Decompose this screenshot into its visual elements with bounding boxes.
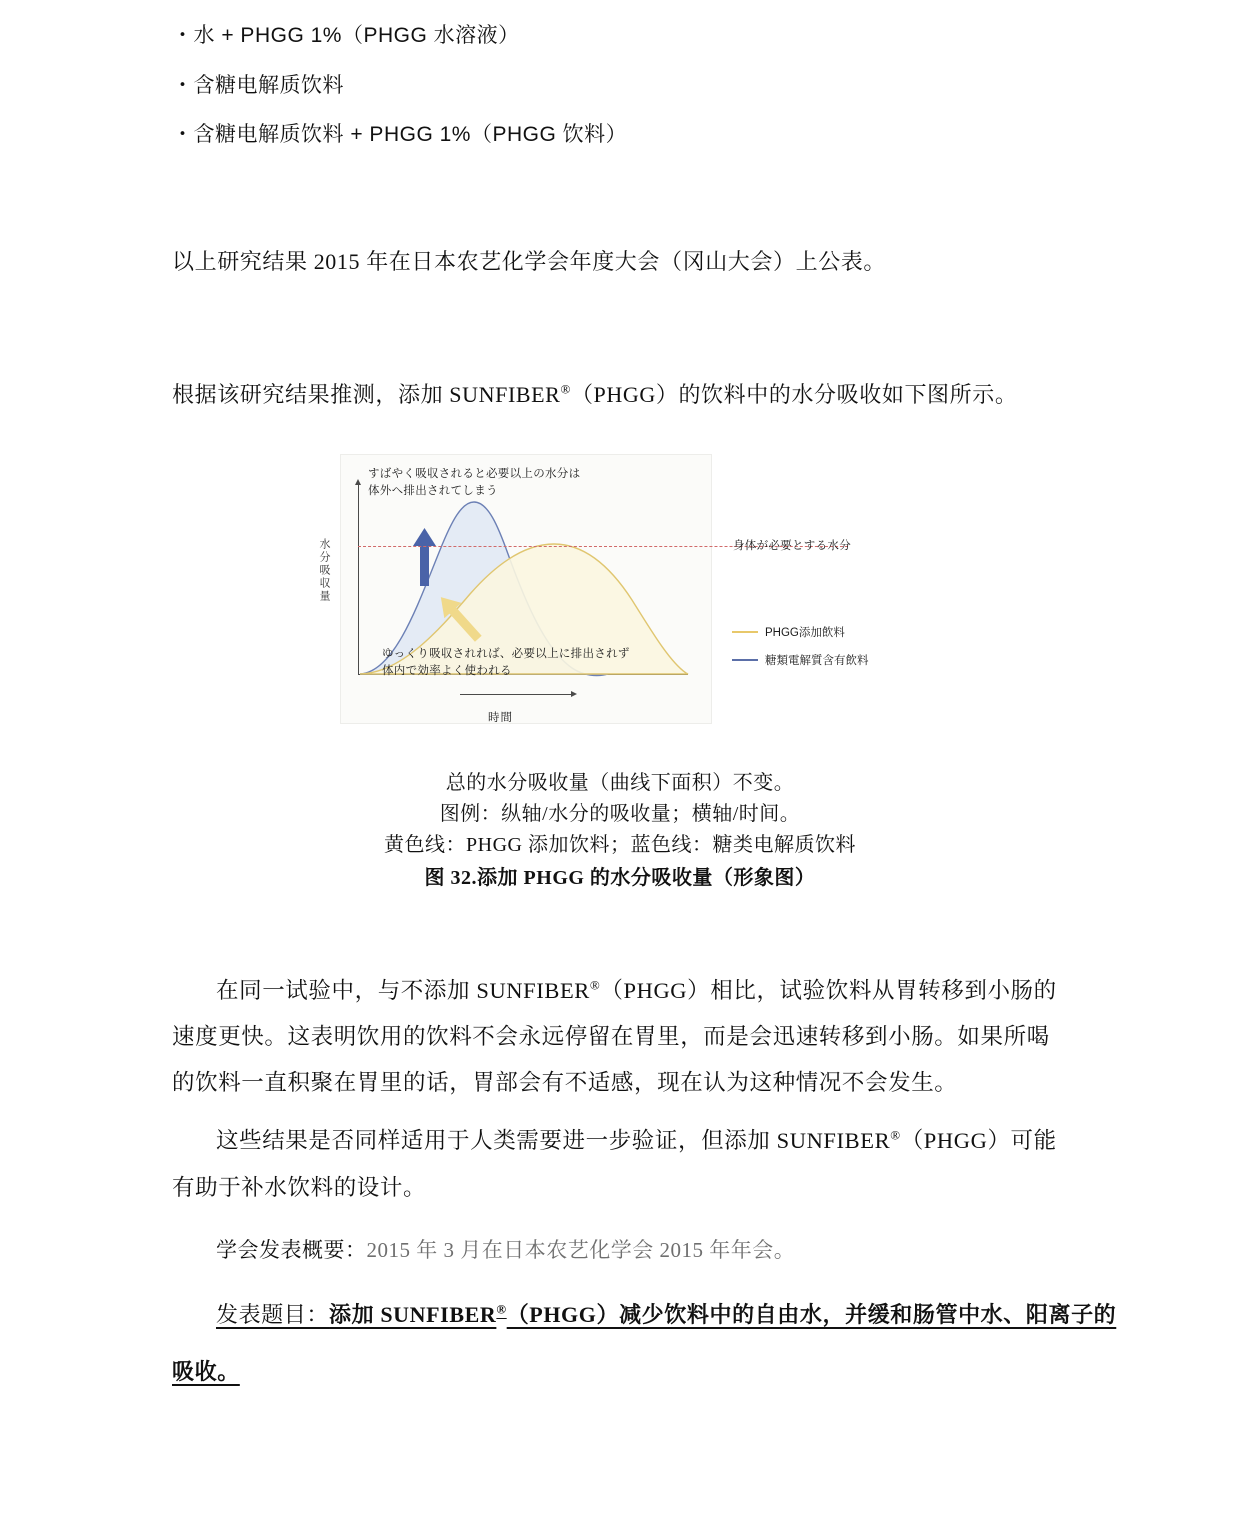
- presentation-title-tail: 吸收。: [172, 1358, 240, 1384]
- body-p2-prefix: 这些结果是否同样适用于人类需要进一步验证，但添加 SUNFIBER: [216, 1128, 891, 1154]
- chart-note-bottom-line1: ゆっくり吸収されれば、必要以上に排出されず: [382, 648, 630, 661]
- inference-text-prefix: 根据该研究结果推测，添加 SUNFIBER: [172, 382, 561, 408]
- figure-caption: [0, 768, 1240, 894]
- conference-summary-text: 2015 年 3 月在日本农艺化学会 2015 年年会。: [366, 1237, 796, 1262]
- inference-text-suffix: （PHGG）的饮料中的水分吸收如下图所示。: [570, 382, 1018, 408]
- registered-mark-icon: ®: [890, 1127, 901, 1143]
- body-paragraph-2: [172, 1118, 1068, 1210]
- body-text-block: [0, 968, 1240, 1386]
- caption-line-2: 图例：纵轴/水分的吸收量；横轴/时间。: [439, 803, 801, 826]
- publication-paragraph: 以上研究结果 2015 年在日本农艺化学会年度大会（冈山大会）上公表。: [172, 248, 887, 274]
- legend-label: PHGG添加飲料: [765, 627, 845, 640]
- chart-note-top-line1: すばやく吸収されると必要以上の水分は: [368, 468, 581, 481]
- figure-container: [0, 454, 1240, 754]
- registered-mark-icon: ®: [560, 381, 571, 397]
- chart-x-arrow-icon: [460, 694, 572, 695]
- chart-note-top-line2: 体外へ排出されてしまう: [368, 485, 498, 498]
- chart-note-bottom-line2: 体内で効率よく使われる: [382, 665, 512, 678]
- presentation-title-paragraph: [172, 1293, 1120, 1337]
- inference-paragraph: [172, 374, 1240, 416]
- bullet-item: ・含糖电解质饮料: [172, 73, 344, 97]
- conference-summary-paragraph: [172, 1229, 1068, 1271]
- bullet-item: ・含糖电解质饮料 + PHGG 1%（PHGG 饮料）: [172, 123, 628, 146]
- caption-line-1: 总的水分吸收量（曲线下面积）不变。: [445, 772, 795, 795]
- chart-y-axis-label: 水分吸収量: [318, 538, 330, 604]
- body-p1-suffix: （PHGG）相比，试验饮料从胃转移到小肠的速度更快。这表明饮用的饮料不会永远停留在胃里，而是会迅速转移到小肠。如果所喝的饮料一直积聚在胃里的话，胃部会有不适感，现在认为这种情况不会发生。: [172, 978, 1057, 1096]
- chart-legend: [732, 624, 869, 680]
- reference-line-label: 身体が必要とする水分: [733, 540, 851, 553]
- water-absorption-chart: [318, 454, 900, 754]
- legend-item: [732, 624, 869, 640]
- ingredient-bullet-list: [0, 0, 1240, 151]
- body-p2-suffix: （PHGG）可能有助于补水饮料的设计。: [172, 1128, 1057, 1200]
- legend-item: [732, 652, 869, 668]
- registered-mark-icon: ®: [589, 977, 601, 993]
- caption-line-3: 黄色线：PHGG 添加饮料；蓝色线：糖类电解质饮料: [384, 834, 856, 857]
- conference-summary-label: 学会发表概要：: [216, 1237, 367, 1262]
- legend-swatch-blue-icon: [732, 659, 758, 661]
- bullet-item: ・水 + PHGG 1%（PHGG 水溶液）: [172, 24, 520, 47]
- presentation-title-prefix: 添加 SUNFIBER: [329, 1301, 497, 1327]
- legend-swatch-yellow-icon: [732, 631, 758, 633]
- chart-note-top: [368, 466, 580, 501]
- body-p1-prefix: 在同一试验中，与不添加 SUNFIBER: [216, 978, 590, 1004]
- figure-number-title: 图 32.添加 PHGG 的水分吸收量（形象图）: [424, 867, 816, 890]
- legend-label: 糖類電解質含有飲料: [765, 655, 869, 668]
- chart-note-bottom: [382, 646, 630, 681]
- chart-x-axis-label: 時間: [488, 712, 513, 725]
- presentation-title-suffix: （PHGG）减少饮料中的自由水，并缓和肠管中水、阳离子的: [506, 1301, 1117, 1327]
- body-paragraph-1: [172, 968, 1068, 1106]
- registered-mark-icon: ®: [496, 1301, 507, 1317]
- presentation-title-label: 发表题目：: [216, 1301, 330, 1327]
